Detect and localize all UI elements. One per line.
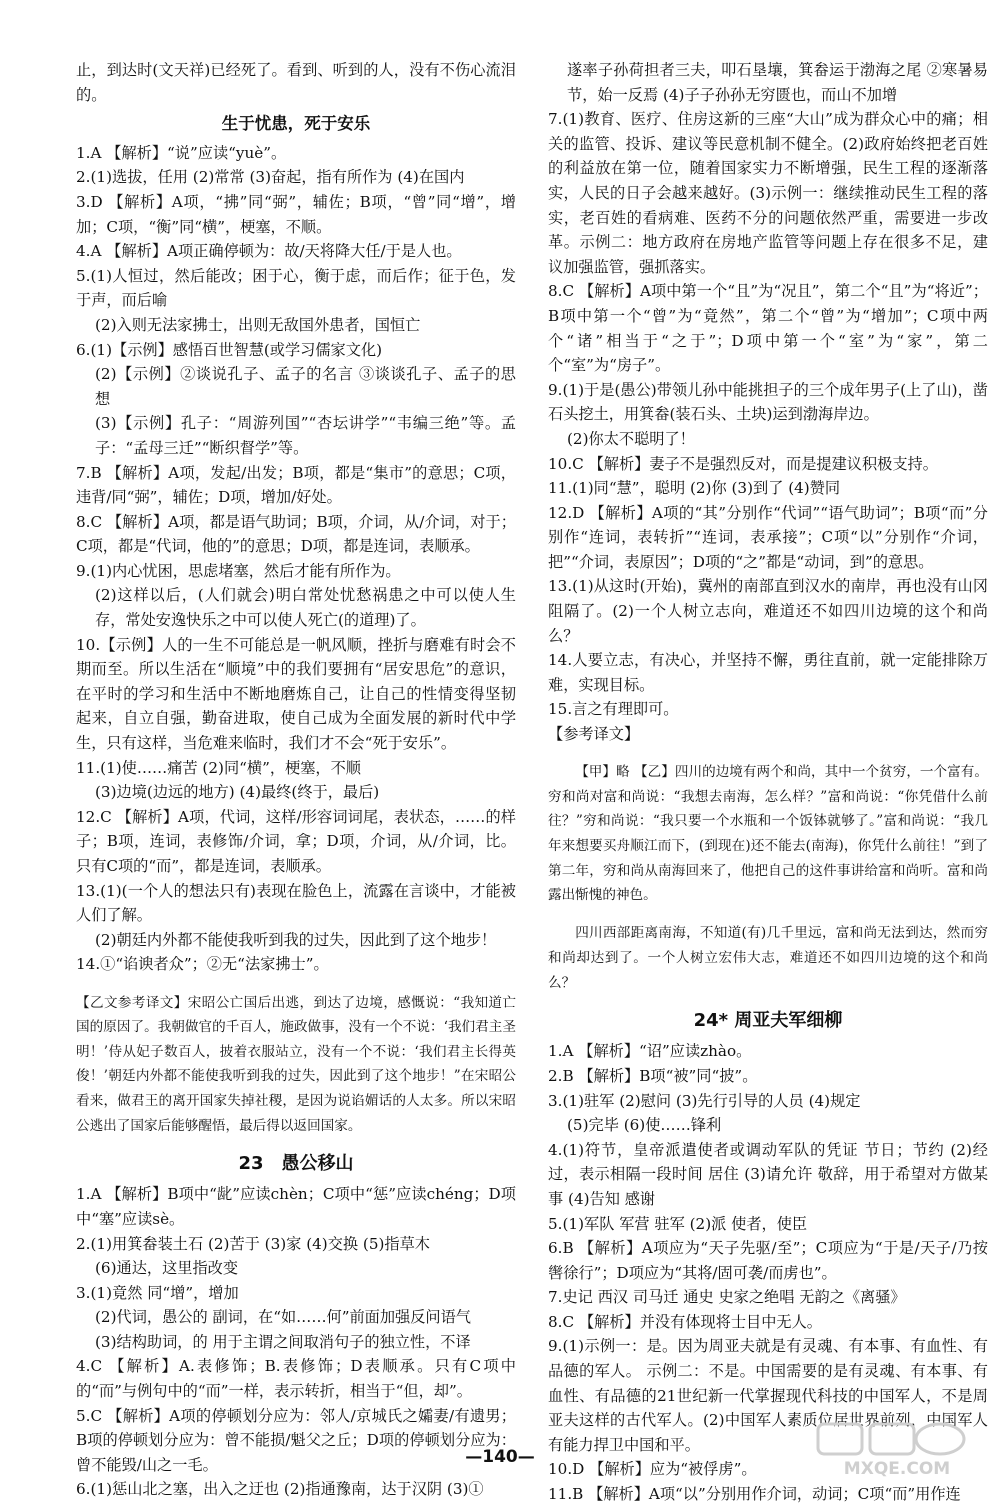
answer-line: 11.B 【解析】A项“以”分别用作介词，动词；C项“而”用作连 xyxy=(548,1485,961,1504)
answer-line: 7.(1)教育、医疗、住房这新的三座“大山”成为群众心中的痛；相关的监管、投诉、建议等民意机制不健全。(2)政府始终把老百姓的利益放在第一位，随着国家实力不断增强，民生工程的逐渐落实，人民的日子会越来越好。(3)示例一：继续推动民生工程的落实，老百姓的看病难、医药不分的问题依然严重，需要进一步改革。示例二：地方政府在房地产监管等问题上存在很多不足，建议加强监管，强抓落实。 xyxy=(548,110,988,276)
answer-line: 12.D 【解析】A项的“其”分别作“代词”“语气助词”；B项“而”分别作“连词，表转折”“连词，表承接”；C项“以”分别作“介词，把”“介词，表原因”；D项的“之”都是“动词，到”的意思。 xyxy=(548,503,988,571)
answer-line: 13.(1)(一个人的想法只有)表现在脸色上，流露在言谈中，才能被人们了解。 xyxy=(76,881,516,925)
answer-line: 9.(1)示例一：是。因为周亚夫就是有灵魂、有本事、有血性、有品德的军人。 示例二：不是。中国需要的是有灵魂、有本事、有血性、有品德的21世纪新一代掌握现代科技的中国军人，不是周亚夫这样的古代军人。(2)中国军人素质位居世界前列，中国军人有能力捍卫中国和平。 xyxy=(548,1337,988,1454)
answer-line: 2.(1)用箕畚装土石 (2)苦于 (3)家 (4)交换 (5)指草木 xyxy=(76,1234,430,1253)
section-heading: 生于忧患，死于安乐 xyxy=(221,114,371,134)
answer-line: 1.A 【解析】“诏”应读zhào。 xyxy=(548,1042,752,1061)
answer-subline: (5)完毕 (6)使……锋利 xyxy=(567,1116,722,1135)
answer-line: 8.C 【解析】并没有体现将士目中无人。 xyxy=(548,1312,822,1331)
answer-line: 3.D 【解析】A项，“拂”同“弼”，辅佐；B项，“曾”同“增”，增加；C项，“衡”同“横”，梗塞，不顺。 xyxy=(76,192,516,236)
page-number: —140— xyxy=(465,1447,535,1467)
answer-subline: (3)结构助词，的 用于主谓之间取消句子的独立性，不译 xyxy=(95,1332,471,1351)
lesson-heading: 23 愚公移山 xyxy=(238,1152,354,1174)
answer-line: 12.C 【解析】A项，代词，这样/形容词词尾，表状态，……的样子；B项，连词，表修饰/介词，拿；D项，介词，从/介词，比。只有C项的“而”，都是连词，表顺承。 xyxy=(76,807,516,875)
reference-translation: 四川西部距离南海，不知道(有)几千里远，富和尚无法到达，然而穷和尚却达到了。一个人树立宏伟大志，难道还不如四川边境的这个和尚么？ xyxy=(548,925,988,991)
answer-subline: 遂率子孙荷担者三夫，叩石垦壤，箕畚运于渤海之尾 ②寒暑易节，始一反焉 (4)子子孙孙无穷匮也，而山不加增 xyxy=(567,61,988,104)
answer-subline: (2)入则无法家拂士，出则无敌国外患者，国恒亡 xyxy=(95,315,421,334)
answer-line: 6.(1)【示例】感悟百世智慧(或学习儒家文化) xyxy=(76,340,383,359)
answer-line: 13.(1)从这时(开始)，冀州的南部直到汉水的南岸，再也没有山冈阻隔了。(2)一个人树立志向，难道还不如四川边境的这个和尚么？ xyxy=(548,577,988,645)
answer-line: 5.(1)军队 军营 驻军 (2)派 使者，使臣 xyxy=(548,1214,808,1233)
answer-line: 15.言之有理即可。 xyxy=(548,700,679,719)
answer-line: 10.C 【解析】妻子不是强烈反对，而是提建议积极支持。 xyxy=(548,454,938,473)
answer-line: 10.D 【解析】应为“被俘虏”。 xyxy=(548,1460,757,1479)
answer-subline: (2)朝廷内外都不能使我听到我的过失，因此到了这个地步！ xyxy=(95,930,497,949)
answer-line: 8.C 【解析】A项，都是语气助词；B项，介词，从/介词，对于；C项，都是“代词，他的”的意思；D项，都是连词，表顺承。 xyxy=(76,512,516,556)
answer-line: 7.B 【解析】A项，发起/出发；B项，都是“集市”的意思；C项，违背/同“弼”，辅佐；D项，增加/好处。 xyxy=(76,463,516,507)
answer-line: 10.【示例】人的一生不可能总是一帆风顺，挫折与磨难有时会不期而至。所以生活在“顺境”中的我们要拥有“居安思危”的意识，在平时的学习和生活中不断地磨炼自己，让自己的性情变得坚韧起来，自立自强，勤奋进取，使自己成为全面发展的新时代中学生，只有这样，当危难来临时，我们才不会“死于安乐”。 xyxy=(76,635,516,753)
svg-text:MXQE.COM: MXQE.COM xyxy=(843,1459,951,1479)
answer-subline: (2)这样以后，(人们就会)明白常处忧愁祸患之中可以使人生存，常处安逸快乐之中可以使人死亡(的道理)了。 xyxy=(95,586,516,630)
answer-subline: (2)你太不聪明了！ xyxy=(567,429,695,448)
answer-subline: (2)代词，愚公的 副词，在“如……何”前面加强反问语气 xyxy=(95,1308,471,1327)
answer-subline: (6)通达，这里指改变 xyxy=(95,1259,239,1278)
answer-line: 7.史记 西汉 司马迁 通史 史家之绝唱 无韵之《离骚》 xyxy=(548,1288,906,1307)
answer-line: 11.(1)同“慧”，聪明 (2)你 (3)到了 (4)赞同 xyxy=(548,479,841,498)
answer-line: 2.(1)选拔，任用 (2)常常 (3)奋起，指有所作为 (4)在国内 xyxy=(76,168,465,187)
left-column xyxy=(76,58,516,1502)
answer-line: 4.A 【解析】A项正确停顿为：故/天将降大任/于是人也。 xyxy=(76,242,462,261)
answer-line: 3.(1)竟然 同“增”，增加 xyxy=(76,1283,239,1302)
answer-line: 9.(1)内心忧困，思虑堵塞，然后才能有所作为。 xyxy=(76,561,401,580)
answer-line: 5.C 【解析】A项的停顿划分应为：邻人/京城氏之孀妻/有遗男；B项的停顿划分应为：曾不能损/魁父之丘；D项的停顿划分应为：曾不能毁/山之一毛。 xyxy=(76,1406,516,1474)
answer-line: 6.(1)惩山北之塞，出入之迂也 (2)指通豫南，达于汉阴 (3)① xyxy=(76,1480,484,1499)
right-column xyxy=(548,58,988,1507)
reference-translation: 【乙文参考译文】宋昭公亡国后出逃，到达了边境，感慨说：“我知道亡国的原因了。我朝做官的千百人，施政做事，没有一个不说：‘我们君主圣明！’侍从妃子数百人，披着衣服站立，没有一个不说：‘我们君主长得英俊！’朝廷内外都不能使我听到我的过失，因此到了这个地步！”在宋昭公看来，做君王的离开国家失掉社稷，是因为说谄媚话的人太多。所以宋昭公逃出了国家后能够醒悟，最后得以返回国家。 xyxy=(76,994,516,1134)
answer-line: 14.①“谄谀者众”；②无“法家拂士”。 xyxy=(76,955,329,974)
answer-line: 11.(1)使……痛苦 (2)同“横”，梗塞，不顺 xyxy=(76,758,361,777)
answer-line: 3.(1)驻军 (2)慰问 (3)先行引导的人员 (4)规定 xyxy=(548,1091,861,1110)
answer-line: 4.C 【解析】A.表修饰；B.表修饰；D表顺承。只有C项中的“而”与例句中的“而”一样，表示转折，相当于“但，却”。 xyxy=(76,1357,516,1401)
answer-line: 8.C 【解析】A项中第一个“且”为“况且”，第二个“且”为“将近”；B项中第一个“曾”为“竟然”，第二个“曾”为“增加”；C项中两个“诸”相当于“之于”；D项中第一个“室”为“家”，第二个“室”为“房子”。 xyxy=(548,282,988,375)
lesson-heading: 24* 周亚夫军细柳 xyxy=(693,1009,843,1031)
answer-line: 止，到达时(文天祥)已经死了。看到、听到的人，没有不伤心流泪的。 xyxy=(76,61,516,104)
answer-line: 1.A 【解析】B项中“龀”应读chèn；C项中“惩”应读chéng；D项中“塞”应读sè。 xyxy=(76,1185,516,1228)
answer-line: 6.B 【解析】A项应为“天子先驱/至”；C项应为“于是/天子/乃按辔徐行”；D项应为“其将/固可袭/而虏也”。 xyxy=(548,1239,988,1282)
answer-line: 2.B 【解析】B项“被”同“披”。 xyxy=(548,1066,758,1085)
answer-line: 4.(1)符节，皇帝派遣使者或调动军队的凭证 节日；节约 (2)经过，表示相隔一段时间 居住 (3)请允许 敬辞，用于希望对方做某事 (4)告知 感谢 xyxy=(548,1140,988,1208)
answer-subline: (2)【示例】②谈说孔子、孟子的名言 ③谈谈孔子、孟子的思想 xyxy=(95,365,516,408)
answer-subline: (3)边境(边远的地方) (4)最终(终于，最后) xyxy=(95,783,380,802)
answer-subline: (3)【示例】孔子：“周游列国”“杏坛讲学”“韦编三绝”等。孟子：“孟母三迁”“断织督学”等。 xyxy=(95,414,516,457)
answer-line: 5.(1)人恒过，然后能改；困于心，衡于虑，而后作；征于色，发于声，而后喻 xyxy=(76,266,516,310)
answer-line: 【参考译文】 xyxy=(548,725,640,744)
reference-translation: 【甲】略 【乙】四川的边境有两个和尚，其中一个贫穷，一个富有。穷和尚对富和尚说：“我想去南海，怎么样？”富和尚说：“你凭借什么前往？”穷和尚说：“我只要一个水瓶和一个饭钵就够了。”富和尚说：“我几年来想要买舟顺江而下，(到现在)还不能去(南海)，你凭什么前往！”到了第二年，穷和尚从南海回来了，他把自己的这件事讲给富和尚听。富和尚露出惭愧的神色。 xyxy=(548,764,988,904)
watermark-logo xyxy=(812,1420,982,1480)
answer-line: 1.A 【解析】“说”应读“yuè”。 xyxy=(76,143,287,162)
answer-line: 14.人要立志，有决心，并坚持不懈，勇往直前，就一定能排除万难，实现目标。 xyxy=(548,651,988,694)
answer-line: 9.(1)于是(愚公)带领儿孙中能挑担子的三个成年男子(上了山)，凿石头挖土，用箕畚(装石头、土块)运到渤海岸边。 xyxy=(548,380,988,424)
